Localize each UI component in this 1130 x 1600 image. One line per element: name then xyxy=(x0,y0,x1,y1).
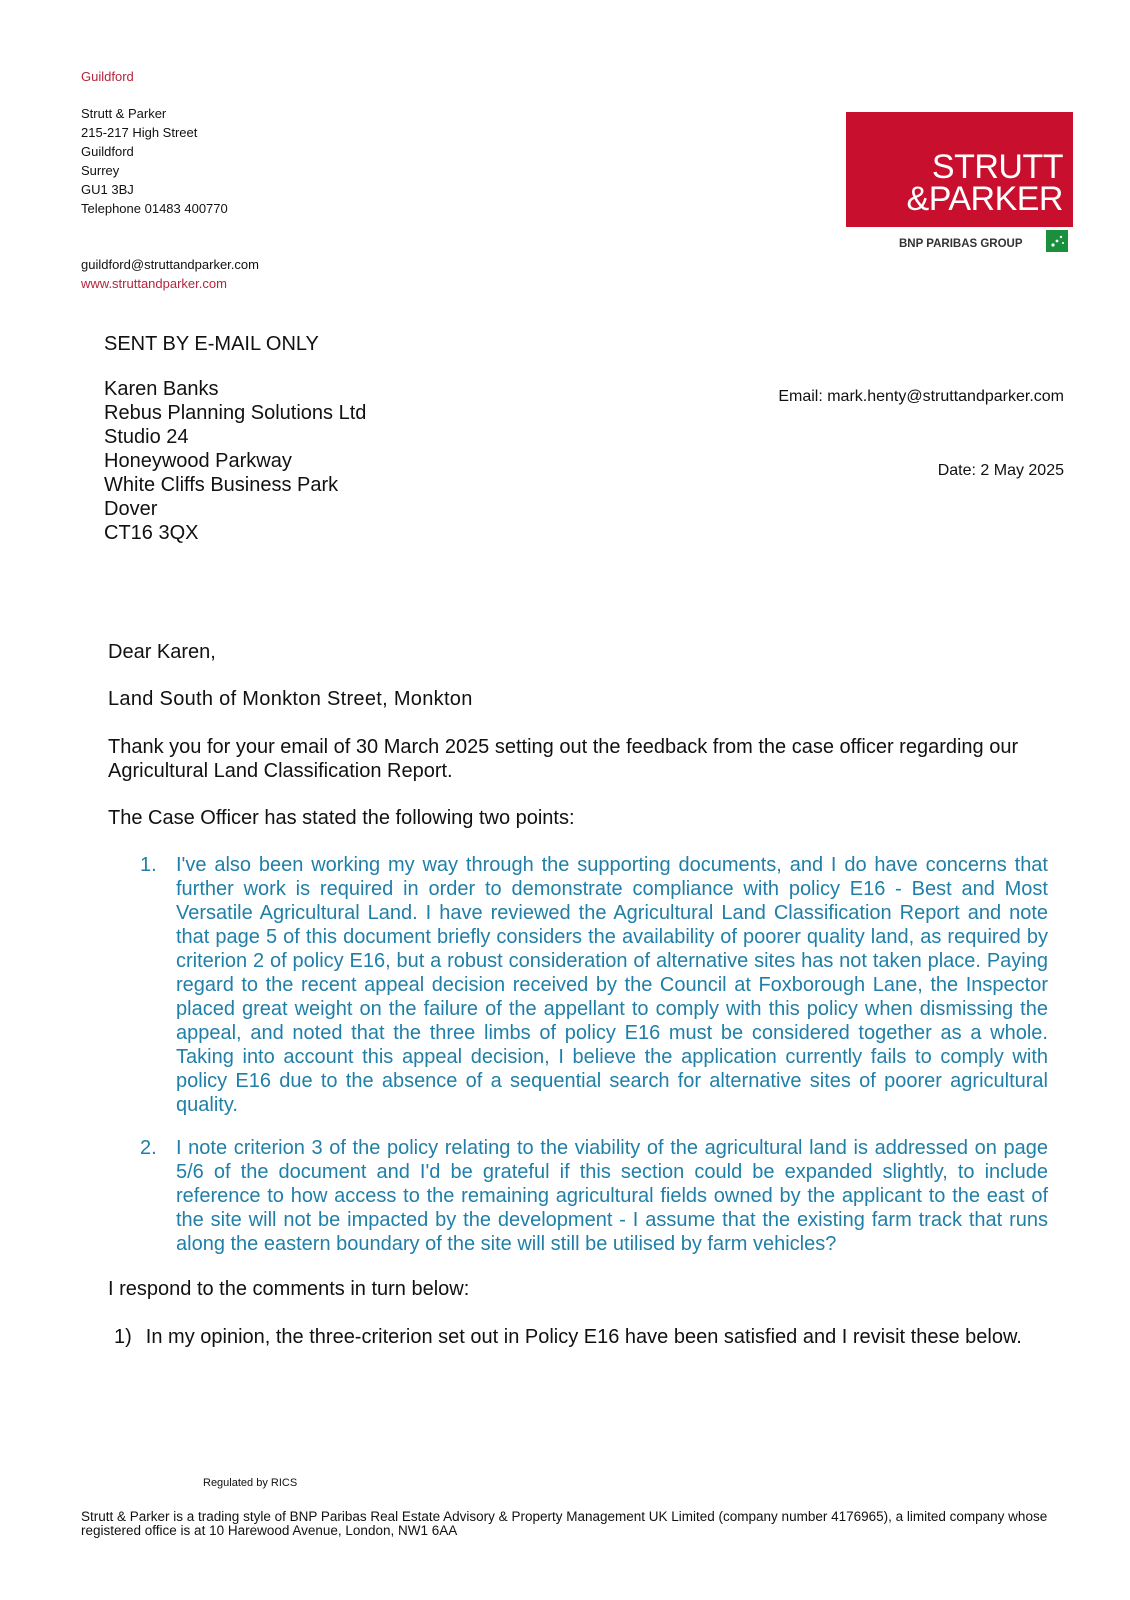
office-website-link[interactable]: www.struttandparker.com xyxy=(81,276,227,291)
office-address xyxy=(81,104,228,218)
recipient-line: Rebus Planning Solutions Ltd xyxy=(104,402,367,424)
quoted-point-number: 2. xyxy=(140,1137,157,1159)
delivery-note: SENT BY E-MAIL ONLY xyxy=(104,333,319,355)
bnp-stars-icon xyxy=(1046,230,1068,252)
letter-date: Date: 2 May 2025 xyxy=(937,462,1064,479)
recipient-line: Dover xyxy=(104,498,158,520)
recipient-line: White Cliffs Business Park xyxy=(104,474,339,496)
address-line: Surrey xyxy=(81,163,120,178)
address-line: Telephone 01483 400770 xyxy=(81,201,228,216)
intro-paragraph: Thank you for your email of 30 March 2025 setting out the feedback from the case officer regarding our Agricultural Land Classification Report. xyxy=(108,736,1019,782)
letter-subject: Land South of Monkton Street, Monkton xyxy=(108,688,473,710)
logo-text-strutt: STRUTT xyxy=(931,148,1063,186)
sender-email: Email: mark.henty@struttandparker.com xyxy=(778,388,1064,405)
salutation: Dear Karen, xyxy=(108,641,216,663)
logo-group-text: BNP PARIBAS GROUP xyxy=(899,238,1023,250)
recipient-line: Honeywood Parkway xyxy=(104,450,292,472)
legal-footer: Strutt & Parker is a trading style of BNP Paribas Real Estate Advisory & Property Management UK Limited (company number 4176965), a limited company whose registered office is at 10 Harewood Avenue, London, NW1 6AA xyxy=(81,1509,1048,1538)
office-email-link[interactable]: guildford@struttandparker.com xyxy=(81,257,259,272)
case-officer-intro: The Case Officer has stated the following two points: xyxy=(108,807,575,829)
address-line: Guildford xyxy=(81,144,134,159)
response-point-text: In my opinion, the three-criterion set out in Policy E16 have been satisfied and I revisit these below. xyxy=(145,1326,1022,1348)
response-intro: I respond to the comments in turn below: xyxy=(108,1278,470,1300)
regulated-by-rics: Regulated by RICS xyxy=(203,1477,298,1489)
logo-text-parker: &PARKER xyxy=(906,180,1063,218)
office-name: Guildford xyxy=(81,69,134,84)
response-point-1 xyxy=(114,1325,1022,1349)
quoted-point-number: 1. xyxy=(140,854,157,876)
quoted-point-text: I've also been working my way through the supporting documents, and I do have concerns that further work is required in order to demonstrate compliance with policy E16 - Best and Most Versatile Agricultural Land. I have reviewed the Agricultural Land Classification Report and note that page 5 of this document briefly considers the availability of poorer quality land, as required by criterion 2 of policy E16, but a robust consideration of alternative sites has not taken place. Paying regard to the recent appeal decision received by the Council at Foxborough Lane, the Inspector placed great weight on the failure of the appellant to comply with this policy when dismissing the appeal, and noted that the three limbs of policy E16 must be considered together as a whole. Taking into account this appeal decision, I believe the application currently fails to comply with policy E16 due to the absence of a sequential search for alternative sites of poorer agricultural quality. xyxy=(176,854,1048,1116)
recipient-address xyxy=(104,377,366,545)
recipient-line: Karen Banks xyxy=(104,378,219,400)
strutt-parker-logo xyxy=(846,112,1073,266)
address-line: Strutt & Parker xyxy=(81,106,167,121)
recipient-line: CT16 3QX xyxy=(104,522,199,544)
quoted-point-text: I note criterion 3 of the policy relating to the viability of the agricultural land is addressed on page 5/6 of the document and I'd be grateful if this section could be expanded slightly, to include reference to how access to the remaining agricultural fields owned by the applicant to the east of the site will not be impacted by the development - I assume that the existing farm track that runs along the eastern boundary of the site will still be utilised by farm vehicles? xyxy=(176,1137,1048,1255)
response-point-number: 1) xyxy=(114,1326,132,1348)
recipient-line: Studio 24 xyxy=(104,426,189,448)
address-line: GU1 3BJ xyxy=(81,182,134,197)
address-line: 215-217 High Street xyxy=(81,125,198,140)
